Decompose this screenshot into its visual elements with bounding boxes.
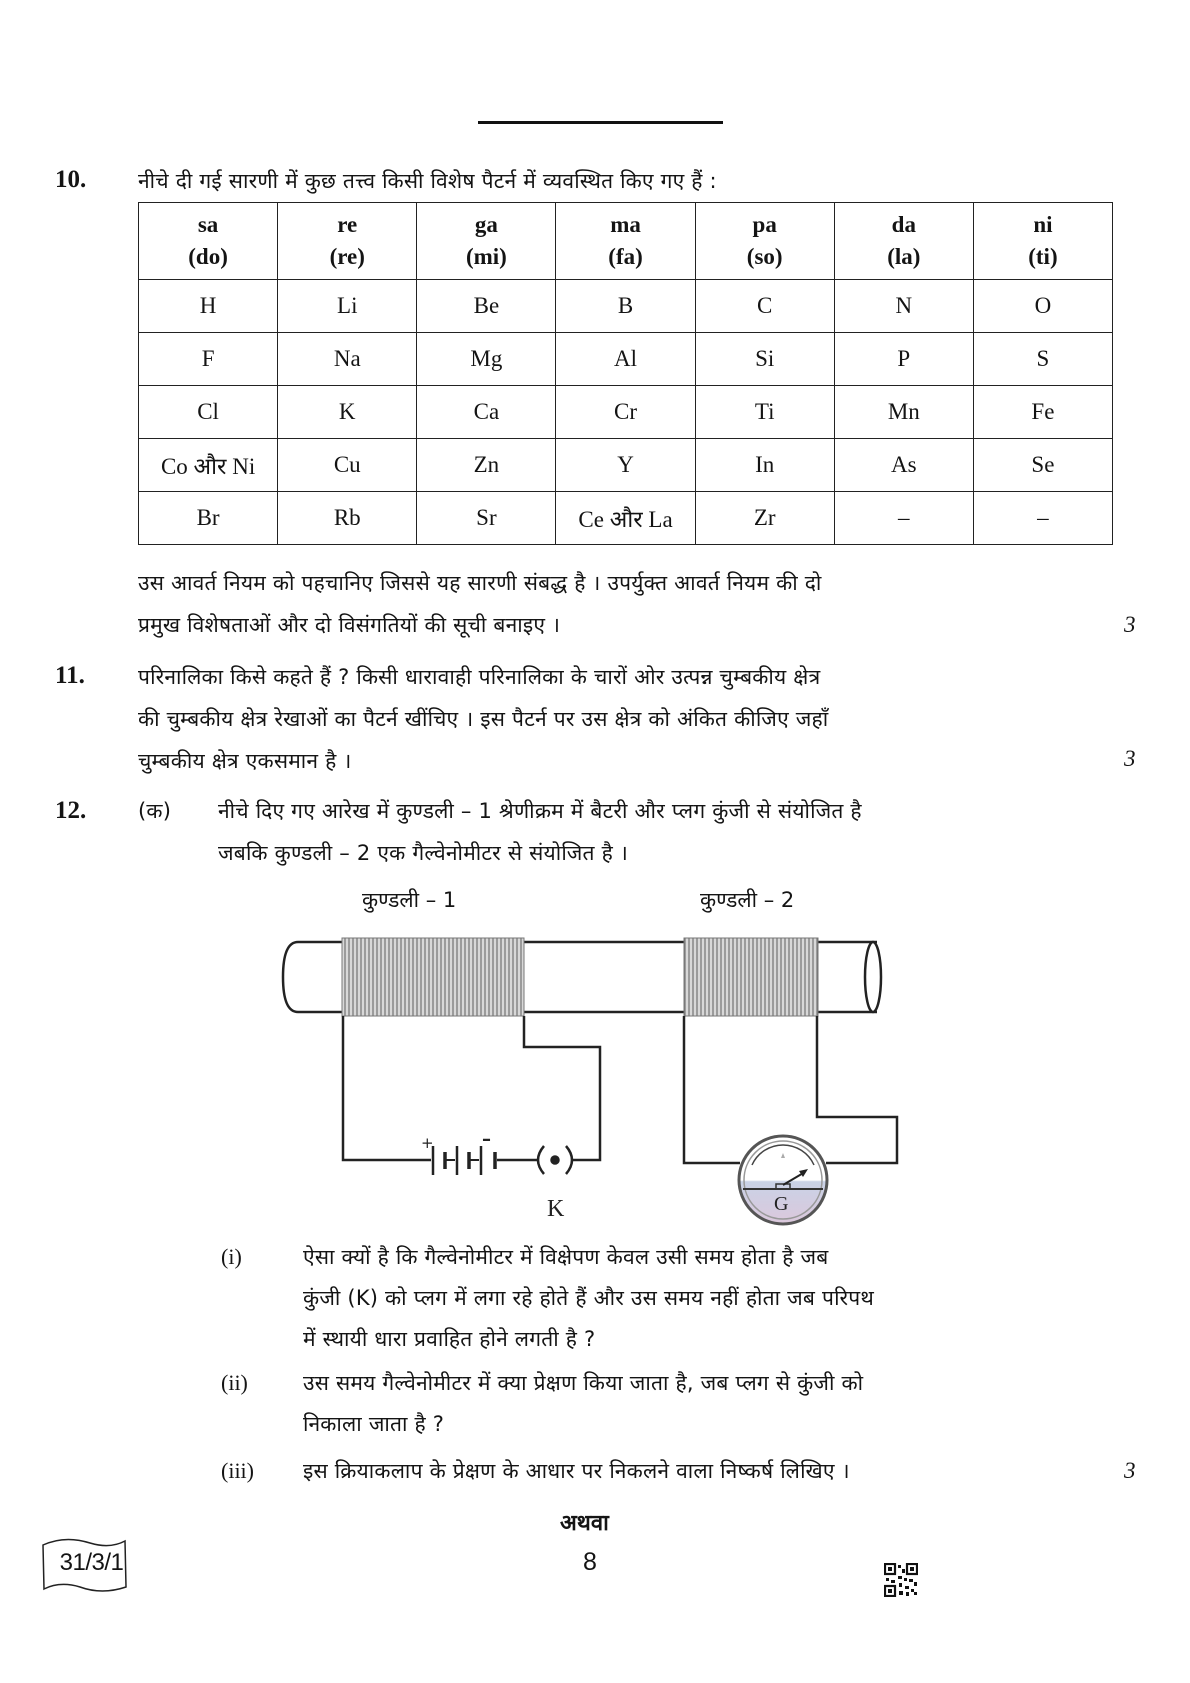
header-ni: ni (ti) [973, 203, 1112, 280]
question-11-line-2: की चुम्बकीय क्षेत्र रेखाओं का पैटर्न खींचिए । इस पैटर्न पर उस क्षेत्र को अंकित कीजिए जहाँ [138, 707, 829, 731]
table-cell: Cu [278, 439, 417, 492]
table-cell: Be [417, 280, 556, 333]
table-cell: B [556, 280, 695, 333]
table-cell: Se [973, 439, 1112, 492]
subquestion-iii-line-1: इस क्रियाकलाप के प्रेक्षण के आधार पर निकलने वाला निष्कर्ष लिखिए । [303, 1459, 850, 1483]
table-cell: N [834, 280, 973, 333]
header-ga: ga (mi) [417, 203, 556, 280]
table-cell: Rb [278, 492, 417, 545]
table-cell: In [695, 439, 834, 492]
question-12-marks: 3 [1124, 1458, 1136, 1483]
table-cell: As [834, 439, 973, 492]
table-cell: O [973, 280, 1112, 333]
qr-code-icon [884, 1563, 918, 1597]
subquestion-i-line-1: ऐसा क्यों है कि गैल्वेनोमीटर में विक्षेपण केवल उसी समय होता है जब [303, 1245, 829, 1269]
table-cell: Al [556, 333, 695, 386]
page-number: 8 [583, 1548, 597, 1576]
subquestion-ii-line-2: निकाला जाता है ? [303, 1412, 445, 1436]
question-10-line-1: उस आवर्त नियम को पहचानिए जिससे यह सारणी संबद्ध है । उपर्युक्त आवर्त नियम की दो [138, 571, 822, 595]
table-cell: Ce और La [556, 492, 695, 545]
table-cell: Cl [139, 386, 278, 439]
table-cell: Co और Ni [139, 439, 278, 492]
question-10-intro: नीचे दी गई सारणी में कुछ तत्त्व किसी विशेष पैटर्न में व्यवस्थित किए गए हैं : [138, 169, 717, 193]
subquestion-ii-label: (ii) [221, 1370, 248, 1395]
question-10-marks: 3 [1124, 612, 1136, 637]
paper-code: 31/3/1 [59, 1549, 124, 1576]
table-cell: Mg [417, 333, 556, 386]
battery-icon [433, 1146, 495, 1175]
question-12-number: 12. [55, 797, 87, 824]
key-label: K [547, 1196, 565, 1222]
coil-1-windings [342, 938, 524, 1016]
table-cell: Ca [417, 386, 556, 439]
question-11-number: 11. [55, 662, 85, 689]
paper-code-badge [34, 1537, 149, 1593]
table-cell: – [973, 492, 1112, 545]
table-cell: Zr [695, 492, 834, 545]
question-11-line-3: चुम्बकीय क्षेत्र एकसमान है । [138, 749, 352, 773]
table-cell: Sr [417, 492, 556, 545]
table-cell: Ti [695, 386, 834, 439]
question-10-line-2: प्रमुख विशेषताओं और दो विसंगतियों की सूची बनाइए । [138, 613, 561, 637]
question-10-number: 10. [55, 166, 87, 193]
table-cell: Br [139, 492, 278, 545]
subquestion-i-line-2: कुंजी (K) को प्लग में लगा रहे होते हैं और उस समय नहीं होता जब परिपथ [303, 1286, 875, 1310]
table-cell: P [834, 333, 973, 386]
coil-2-windings [684, 938, 818, 1016]
table-cell: Mn [834, 386, 973, 439]
galvanometer-label: G [774, 1193, 789, 1215]
coil-1-circuit [343, 1016, 600, 1160]
header-re: re (re) [278, 203, 417, 280]
header-sa: sa (do) [139, 203, 278, 280]
subquestion-i-line-3: में स्थायी धारा प्रवाहित होने लगती है ? [303, 1327, 596, 1351]
table-cell: Na [278, 333, 417, 386]
table-cell: Fe [973, 386, 1112, 439]
question-11-marks: 3 [1124, 746, 1136, 771]
header-pa: pa (so) [695, 203, 834, 280]
question-12-part-label: (क) [138, 799, 172, 823]
question-11-line-1: परिनालिका किसे कहते हैं ? किसी धारावाही परिनालिका के चारों ओर उत्पन्न चुम्बकीय क्षेत्र [138, 665, 821, 689]
table-cell: Cr [556, 386, 695, 439]
table-cell: Y [556, 439, 695, 492]
subquestion-i-label: (i) [221, 1244, 242, 1269]
header-ma: ma (fa) [556, 203, 695, 280]
table-cell: – [834, 492, 973, 545]
table-cell: K [278, 386, 417, 439]
or-separator: अथवा [560, 1511, 609, 1536]
question-12-line-2: जबकि कुण्डली – 2 एक गैल्वेनोमीटर से संयोजित है । [218, 841, 628, 865]
table-cell: F [139, 333, 278, 386]
table-cell: Li [278, 280, 417, 333]
question-12-line-1: नीचे दिए गए आरेख में कुण्डली – 1 श्रेणीक्रम में बैटरी और प्लग कुंजी से संयोजित है [218, 799, 862, 823]
header-da: da (la) [834, 203, 973, 280]
plug-key-icon [538, 1146, 572, 1174]
table-cell: Zn [417, 439, 556, 492]
subquestion-iii-label: (iii) [221, 1458, 254, 1483]
table-cell: Si [695, 333, 834, 386]
battery-plus-sign: + [421, 1134, 434, 1152]
subquestion-ii-line-1: उस समय गैल्वेनोमीटर में क्या प्रेक्षण किया जाता है, जब प्लग से कुंजी को [303, 1371, 864, 1395]
battery-minus-sign: – [482, 1129, 491, 1150]
table-cell: S [973, 333, 1112, 386]
table-cell: C [695, 280, 834, 333]
coil-2-label: कुण्डली – 2 [700, 888, 795, 912]
table-cell: H [139, 280, 278, 333]
coil-1-label: कुण्डली – 1 [362, 888, 457, 912]
